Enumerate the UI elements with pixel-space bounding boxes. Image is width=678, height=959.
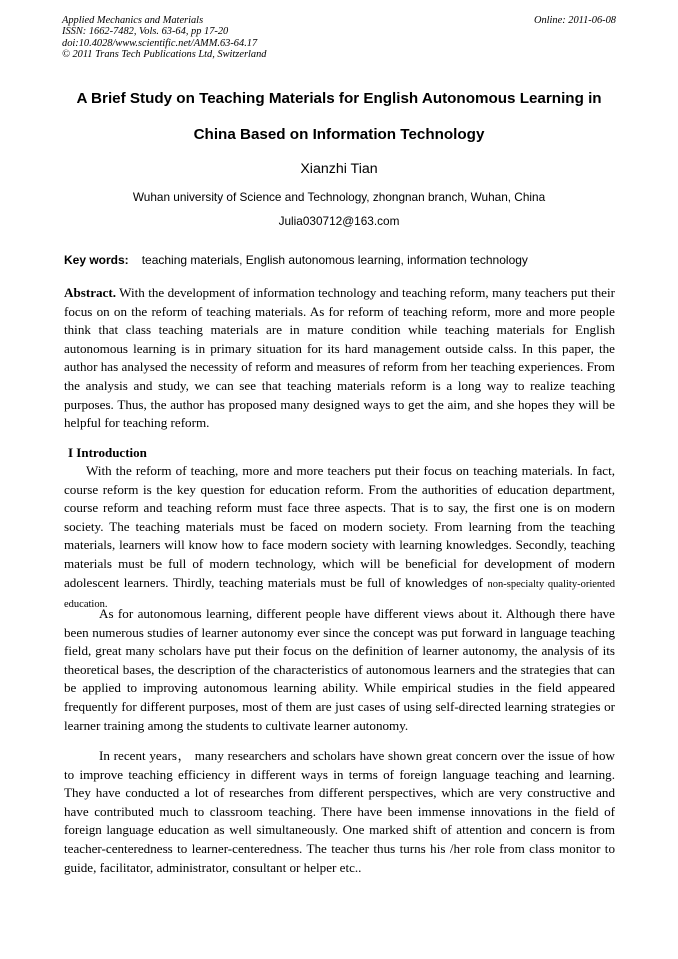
intro-paragraph-1-text: With the reform of teaching, more and more teachers put their focus on teaching materials. In fact, course reform is the key question for education reform. From the authorities of education department, course reform and teaching reform must face three aspects. That is to say, the first one is on modern society. The teaching materials must be faced on modern society. From learning from the teaching materials, learners will know how to face modern society with learning knowledges. Secondly, teaching materials must be full of modern technology, which will be beneficial for development of modern adolescent learners. Thirdly, teaching materials must be full of knowledges of	[64, 463, 615, 590]
author-email: Julia030712@163.com	[278, 214, 400, 228]
intro-paragraph-3: In recent years， many researchers and scholars have shown great concern over the issue of how to improve teaching efficiency in different ways in terms of foreign language teaching and learning. They have conducted a lot of researches from different perspectives, which are very constructive and have contributed much to classroom teaching. There have been immense innovations in the field of foreign language education as well simultaneously. One marked shift of attention and concern is from teacher-centeredness to learner-centeredness. The teacher thus turns his /her role from class monitor to guide, facilitator, administrator, consultant or helper etc..	[64, 748, 615, 875]
keywords-value: teaching materials, English autonomous learning, information technology	[141, 253, 528, 267]
doi-line: doi:10.4028/www.scientific.net/AMM.63-64.17	[62, 37, 258, 49]
keywords	[64, 253, 528, 267]
issn-line: ISSN: 1662-7482, Vols. 63-64, pp 17-20	[62, 26, 229, 38]
keywords-label: Key words:	[64, 253, 129, 267]
section-heading-introduction: I Introduction	[68, 445, 147, 460]
abstract	[64, 284, 615, 433]
author-affiliation: Wuhan university of Science and Technology, zhongnan branch, Wuhan, China	[132, 190, 546, 204]
paper-title-line-1: A Brief Study on Teaching Materials for English Autonomous Learning in	[76, 90, 602, 107]
journal-header	[62, 15, 266, 60]
journal-name: Applied Mechanics and Materials	[62, 15, 204, 26]
author-name: Xianzhi Tian	[300, 161, 378, 177]
online-date: Online: 2011-06-08	[533, 15, 616, 26]
intro-paragraph-1-tail: non-specialty quality-oriented education.	[64, 578, 615, 611]
abstract-text: With the development of information technology and teaching reform, many teachers put their focus on on the reform of teaching materials. As for reform of teaching reform, more and more people think that class teaching materials are in mature condition while teaching materials for English autonomous learning is in primary situation for its hard management outside calss. In this paper, the author has analysed the necessity of reform and measures of reform from her teaching experiences. From the analysis and study, we can see that teaching materials reform is a long way to realize teaching purposes. Thus, the author has proposed many designed ways to get the aim, and she hopes they will be helpful for teaching reform.	[64, 285, 615, 431]
abstract-label: Abstract.	[64, 285, 116, 300]
copyright-line: © 2011 Trans Tech Publications Ltd, Switzerland	[62, 48, 267, 60]
paper-title-line-2: China Based on Information Technology	[193, 126, 485, 143]
intro-paragraph-2: As for autonomous learning, different people have different views about it. Although there have been numerous studies of learner autonomy ever since the concept was put forward in language teaching field, great many scholars have put their focus on the definition of learner autonomy, the analysis of its theoretical bases, the description of the characteristics of autonomous learners and the strategies that can be applied to improving autonomous learning ability. While empirical studies in the field appeared frequently for different purposes, most of them are just cases of using self-directed learning strategies or learner training among the students to cultivate learner autonomy.	[64, 606, 615, 733]
intro-paragraph-1	[64, 462, 615, 615]
